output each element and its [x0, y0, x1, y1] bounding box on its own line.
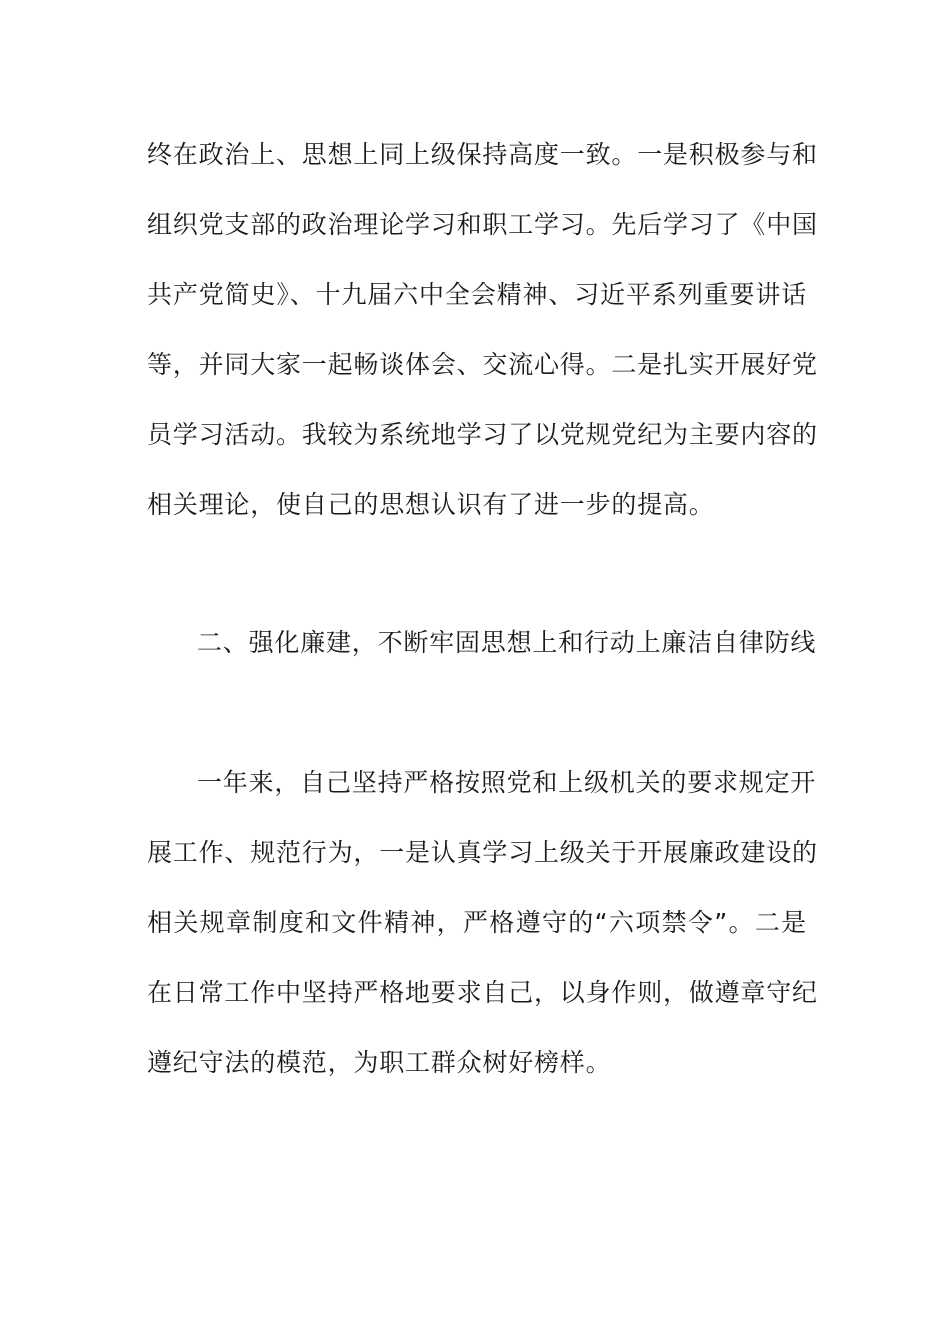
paragraph-1-line-5: 员学习活动。我较为系统地学习了以党规党纪为主要内容的 — [147, 420, 818, 449]
paragraph-2-line-3: 相关规章制度和文件精神，严格遵守的“六项禁令”。二是 — [147, 908, 807, 937]
paragraph-1-line-6: 相关理论，使自己的思想认识有了进一步的提高。 — [147, 490, 715, 519]
paragraph-2-line-4: 在日常工作中坚持严格地要求自己，以身作则，做遵章守纪 — [147, 978, 818, 1007]
paragraph-2-line-2: 展工作、规范行为，一是认真学习上级关于开展廉政建设的 — [147, 838, 818, 867]
paragraph-1-line-3: 共产党简史》、十九届六中全会精神、习近平系列重要讲话 — [147, 280, 807, 309]
paragraph-1-line-1: 终在政治上、思想上同上级保持高度一致。一是积极参与和 — [147, 140, 818, 169]
section-heading-2: 二、强化廉建，不断牢固思想上和行动上廉洁自律防线 — [197, 628, 817, 657]
paragraph-1-line-2: 组织党支部的政治理论学习和职工学习。先后学习了《中国 — [147, 210, 818, 239]
paragraph-2-line-5: 遵纪守法的模范，为职工群众树好榜样。 — [147, 1048, 612, 1077]
paragraph-1-line-4: 等，并同大家一起畅谈体会、交流心得。二是扎实开展好党 — [147, 350, 818, 379]
paragraph-2-line-1: 一年来，自己坚持严格按照党和上级机关的要求规定开 — [197, 768, 817, 797]
